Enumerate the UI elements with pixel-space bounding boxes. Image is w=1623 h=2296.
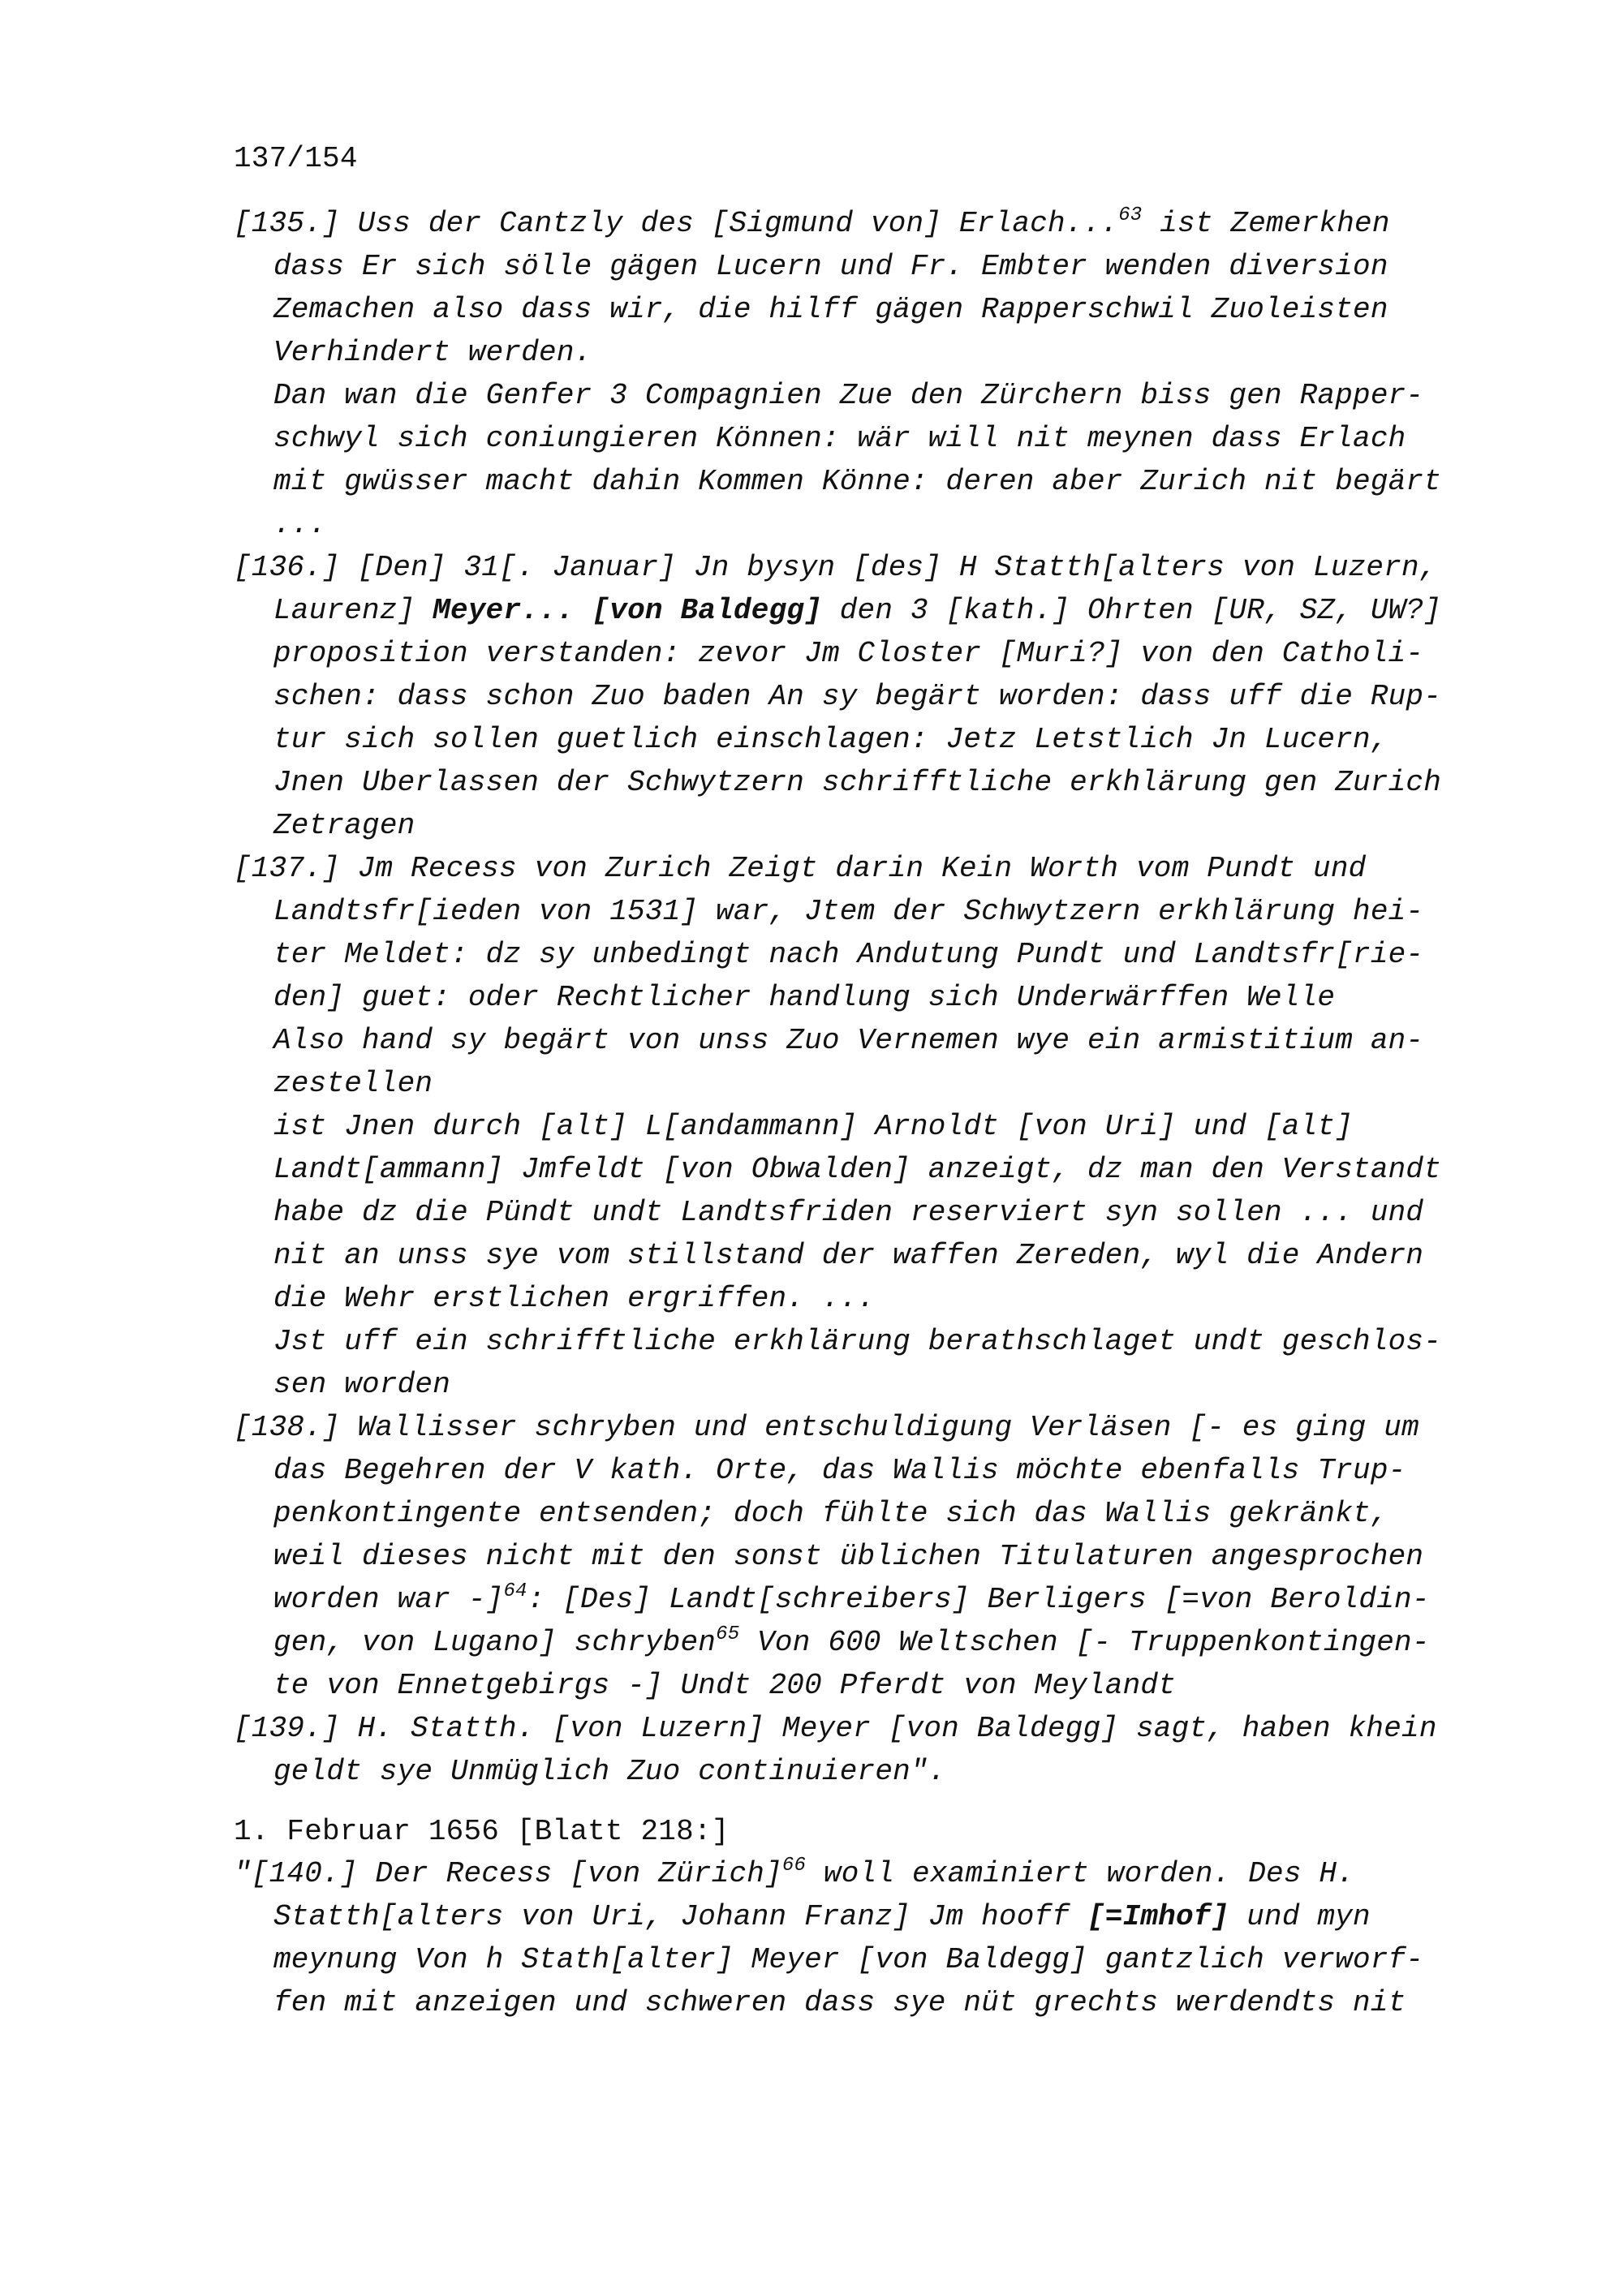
text-line	[234, 204, 1390, 240]
text-line	[234, 853, 1366, 885]
text-line	[273, 1111, 1353, 1143]
text-line	[273, 423, 1406, 455]
text-line	[273, 1987, 1406, 2019]
footnote-ref: 66	[781, 1855, 807, 1877]
text-segment: den 3 [kath.] Ohrten [UR, SZ, UW?]	[821, 594, 1442, 627]
text-line	[273, 380, 1423, 412]
text-line	[273, 509, 326, 541]
text-line	[273, 638, 1423, 670]
text-line	[273, 896, 1423, 928]
text-segment: [=Imhof]	[1087, 1900, 1229, 1933]
text-segment: Verhindert werden.	[273, 336, 592, 369]
text-segment: gen, von Lugano] schryben	[273, 1626, 717, 1659]
text-segment: Meyer... [von Baldegg]	[433, 594, 822, 627]
text-segment: weil dieses nicht mit den sonst üblichen Titulaturen angesprochen	[273, 1540, 1424, 1573]
text-line	[234, 1855, 1355, 1890]
text-segment: sen worden	[273, 1368, 451, 1401]
text-line	[273, 1756, 946, 1788]
text-segment: [135.] Uss der Cantzly des [Sigmund von] Erlach...	[234, 207, 1119, 240]
footnote-ref: 65	[716, 1623, 740, 1645]
text-segment: Zemachen also dass wir, die hilff gägen Rapperschwil Zuoleisten	[273, 293, 1388, 326]
text-segment: ter Meldet: dz sy unbedingt nach Andutung Pundt und Landtsfr[rie-	[273, 938, 1424, 971]
text-segment: fen mit anzeigen und schweren dass sye nüt grechts werdendts nit	[273, 1986, 1406, 2019]
text-line	[273, 1498, 1388, 1530]
text-segment: dass Er sich sölle gägen Lucern und Fr. Embter wenden diversion	[273, 250, 1388, 283]
text-segment: meynung Von h Stath[alter] Meyer [von Baldegg] gantzlich verworf-	[273, 1943, 1424, 1976]
text-line	[273, 767, 1441, 799]
text-segment: zestellen	[273, 1067, 433, 1100]
text-segment: [138.] Wallisser schryben und entschuldigung Verläsen [- es ging um	[234, 1411, 1419, 1444]
page-number: 137/154	[234, 142, 358, 175]
text-line	[234, 552, 1437, 584]
text-line	[273, 1240, 1423, 1272]
text-segment: Laurenz]	[273, 594, 433, 627]
text-segment: Statth[alters von Uri, Johann Franz] Jm hooff	[273, 1900, 1087, 1933]
text-segment: Landtsfr[ieden von 1531] war, Jtem der Schwytzern erkhlärung hei-	[273, 895, 1424, 928]
text-line	[273, 251, 1388, 283]
text-line	[273, 1541, 1423, 1573]
text-segment: [137.] Jm Recess von Zurich Zeigt darin Kein Worth vom Pundt und	[234, 852, 1367, 885]
text-segment: nit an unss sye vom stillstand der waffen Zereden, wyl die Andern	[273, 1239, 1424, 1272]
text-segment: den] guet: oder Rechtlicher handlung sich Underwärffen Welle	[273, 981, 1336, 1014]
footnote-ref: 64	[503, 1580, 527, 1602]
text-line	[273, 1455, 1406, 1487]
text-segment: : [Des] Landt[schreibers] Berligers [=von Beroldin-	[527, 1583, 1430, 1616]
text-line	[273, 1623, 1430, 1659]
text-segment: schwyl sich coniungieren Können: wär will nit meynen dass Erlach	[273, 422, 1406, 455]
text-segment: te von Ennetgebirgs -] Undt 200 Pferdt von Meylandt	[273, 1669, 1176, 1702]
text-line	[273, 724, 1388, 756]
text-segment: "[140.] Der Recess [von Zürich]	[234, 1857, 782, 1890]
text-line	[273, 294, 1388, 326]
text-line	[273, 595, 1441, 627]
text-segment: woll examiniert worden. Des H.	[806, 1857, 1355, 1890]
text-line	[273, 1670, 1176, 1702]
text-segment: Landt[ammann] Jmfeldt [von Obwalden] anzeigt, dz man den Verstandt	[273, 1153, 1442, 1186]
text-segment: worden war -]	[273, 1583, 504, 1616]
text-segment: Jst uff ein schrifftliche erkhlärung berathschlaget undt geschlos-	[273, 1325, 1442, 1358]
text-line	[273, 810, 415, 842]
text-line	[273, 982, 1335, 1014]
text-line	[273, 1068, 433, 1100]
text-segment: Jnen Uberlassen der Schwytzern schrifftliche erkhlärung gen Zurich	[273, 766, 1442, 799]
text-line	[273, 1944, 1423, 1976]
text-segment: Zetragen	[273, 809, 415, 842]
text-segment: [139.] H. Statth. [von Luzern] Meyer [von Baldegg] sagt, haben khein	[234, 1712, 1437, 1745]
text-segment: das Begehren der V kath. Orte, das Wallis möchte ebenfalls Trup-	[273, 1454, 1406, 1487]
footnote-ref: 63	[1118, 204, 1143, 226]
text-line	[273, 1025, 1423, 1057]
text-segment: und myn	[1229, 1900, 1371, 1933]
text-line	[273, 1197, 1423, 1229]
text-line	[273, 1326, 1441, 1358]
text-segment: penkontingente entsenden; doch fühlte sich das Wallis gekränkt,	[273, 1497, 1388, 1530]
text-line	[273, 1369, 450, 1401]
text-segment: Von 600 Weltschen [- Truppenkontingen-	[739, 1626, 1430, 1659]
text-line	[234, 1816, 730, 1848]
text-segment: Dan wan die Genfer 3 Compagnien Zue den Zürchern biss gen Rapper-	[273, 379, 1424, 412]
text-line	[273, 1901, 1371, 1933]
text-segment: 1. Februar 1656 [Blatt 218:]	[234, 1815, 730, 1848]
text-line	[234, 1713, 1437, 1745]
text-segment: tur sich sollen guetlich einschlagen: Jetz Letstlich Jn Lucern,	[273, 723, 1388, 756]
text-segment: geldt sye Unmüglich Zuo continuieren".	[273, 1755, 946, 1788]
text-line	[273, 466, 1441, 498]
text-line	[273, 1580, 1430, 1616]
text-line	[273, 1283, 875, 1315]
text-segment: die Wehr erstlichen ergriffen. ...	[273, 1282, 876, 1315]
text-segment: ...	[273, 508, 327, 541]
text-segment: proposition verstanden: zevor Jm Closter [Muri?] von den Catholi-	[273, 637, 1424, 670]
text-segment: Also hand sy begärt von unss Zuo Vernemen wye ein armistitium an-	[273, 1024, 1424, 1057]
text-line	[234, 1412, 1419, 1444]
text-segment: schen: dass schon Zuo baden An sy begärt worden: dass uff die Rup-	[273, 680, 1442, 713]
text-segment: habe dz die Pündt undt Landtsfriden reserviert syn sollen ... und	[273, 1196, 1424, 1229]
text-line	[273, 337, 592, 369]
text-segment: ist Jnen durch [alt] L[andammann] Arnoldt [von Uri] und [alt]	[273, 1110, 1354, 1143]
text-segment: ist Zemerkhen	[1142, 207, 1390, 240]
text-segment: [136.] [Den] 31[. Januar] Jn bysyn [des] H Statth[alters von Luzern,	[234, 551, 1437, 584]
text-line	[273, 1154, 1441, 1186]
text-segment: mit gwüsser macht dahin Kommen Könne: deren aber Zurich nit begärt	[273, 465, 1442, 498]
text-line	[273, 939, 1423, 971]
text-line	[273, 681, 1441, 713]
